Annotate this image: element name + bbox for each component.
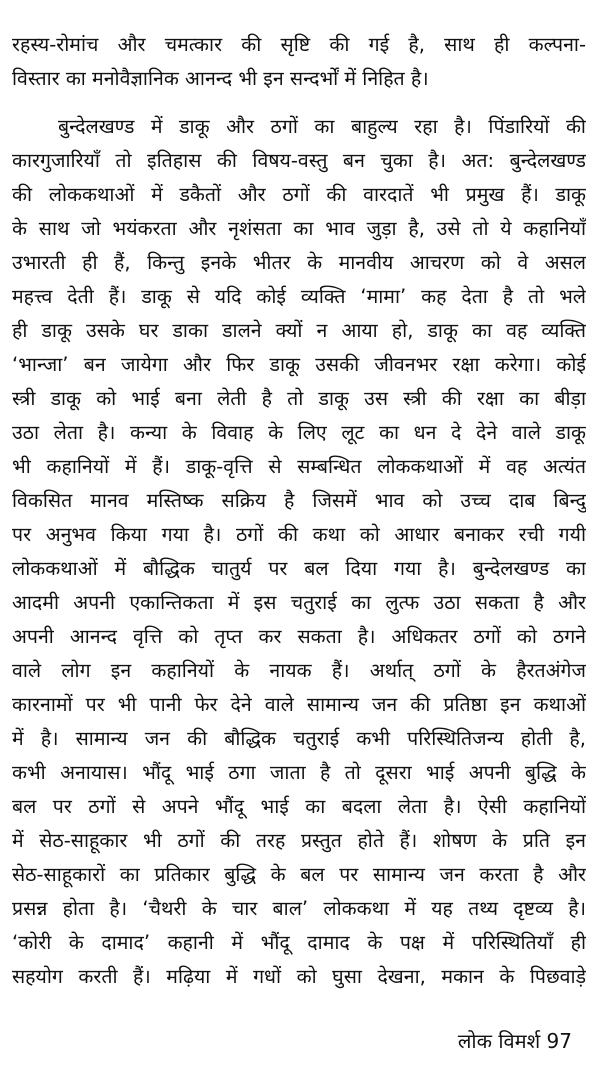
text-line: लोककथाओं में बौद्धिक चातुर्य पर बल दिया गया है। बुन्देलखण्ड का <box>12 557 586 580</box>
text-line: विस्तार का मनोवैज्ञानिक आनन्द भी इन सन्दर्भों में निहित है। <box>12 67 429 90</box>
text-line: ही डाकू उसके घर डाका डालने क्यों न आया हो, डाकू का वह व्यक्ति <box>12 319 586 342</box>
page-number: 97 <box>546 1029 572 1053</box>
text-line: कारगुजारियाँ तो इतिहास की विषय-वस्तु बन चुका है। अत: बुन्देलखण्ड <box>12 149 586 172</box>
page-footer <box>458 1028 572 1054</box>
text-line: महत्त्व देती हैं। डाकू से यदि कोई व्यक्ति ‘मामा’ कह देता है तो भले <box>12 285 586 308</box>
text-line: में है। सामान्य जन की बौद्धिक चतुराई कभी परिस्थितिजन्य होती है, <box>12 727 586 750</box>
text-line: बल पर ठगों से अपने भौंदू भाई का बदला लेता है। ऐसी कहानियों <box>12 795 586 818</box>
text-line: ‘भान्जा’ बन जायेगा और फिर डाकू उसकी जीवनभर रक्षा करेगा। कोई <box>12 353 586 376</box>
text-line: आदमी अपनी एकान्तिकता में इस चतुराई का लुत्फ उठा सकता है और <box>12 591 586 614</box>
text-line: सहयोग करती हैं। मढ़िया में गधों को घुसा देखना, मकान के पिछवाड़े <box>12 965 586 988</box>
text-line: विकसित मानव मस्तिष्क सक्रिय है जिसमें भाव को उच्च दाब बिन्दु <box>12 489 586 512</box>
text-line: उभारती ही हैं, किन्तु इनके भीतर के मानवीय आचरण को वे असल <box>12 251 586 274</box>
text-line: वाले लोग इन कहानियों के नायक हैं। अर्थात् ठगों के हैरतअंगेज <box>12 659 586 682</box>
running-title: लोक विमर्श <box>457 1029 541 1053</box>
text-line: की लोककथाओं में डकैतों और ठगों की वारदातें भी प्रमुख हैं। डाकू <box>12 183 586 206</box>
text-line: भी कहानियों में हैं। डाकू-वृत्ति से सम्बन्धित लोककथाओं में वह अत्यंत <box>12 455 586 478</box>
text-line: में सेठ-साहूकार भी ठगों की तरह प्रस्तुत होते हैं। शोषण के प्रति इन <box>12 829 586 852</box>
text-line: के साथ जो भयंकरता और नृशंसता का भाव जुड़ा है, उसे तो ये कहानियाँ <box>12 217 586 240</box>
text-line: बुन्देलखण्ड में डाकू और ठगों का बाहुल्य रहा है। पिंडारियों की <box>58 115 586 138</box>
text-line: प्रसन्न होता है। ‘चैथरी के चार बाल’ लोककथा में यह तथ्य दृष्टव्य है। <box>12 897 586 920</box>
text-line: अपनी आनन्द वृत्ति को तृप्त कर सकता है। अधिकतर ठगों को ठगने <box>12 625 586 648</box>
text-line: पर अनुभव किया गया है। ठगों की कथा को आधार बनाकर रची गयी <box>12 523 586 546</box>
text-line: सेठ-साहूकारों का प्रतिकार बुद्धि के बल पर सामान्य जन करता है और <box>12 863 586 886</box>
text-line: उठा लेता है। कन्या के विवाह के लिए लूट का धन दे देने वाले डाकू <box>12 421 586 444</box>
text-line: स्त्री डाकू को भाई बना लेती है तो डाकू उस स्त्री की रक्षा का बीड़ा <box>12 387 586 410</box>
text-line: कारनामों पर भी पानी फेर देने वाले सामान्य जन की प्रतिष्ठा इन कथाओं <box>12 693 586 716</box>
text-line: ‘कोरी के दामाद’ कहानी में भौंदू दामाद के पक्ष में परिस्थितियाँ ही <box>12 931 586 954</box>
text-line: रहस्य-रोमांच और चमत्कार की सृष्टि की गई है, साथ ही कल्पना- <box>12 33 586 56</box>
text-line: कभी अनायास। भौंदू भाई ठगा जाता है तो दूसरा भाई अपनी बुद्धि के <box>12 761 586 784</box>
